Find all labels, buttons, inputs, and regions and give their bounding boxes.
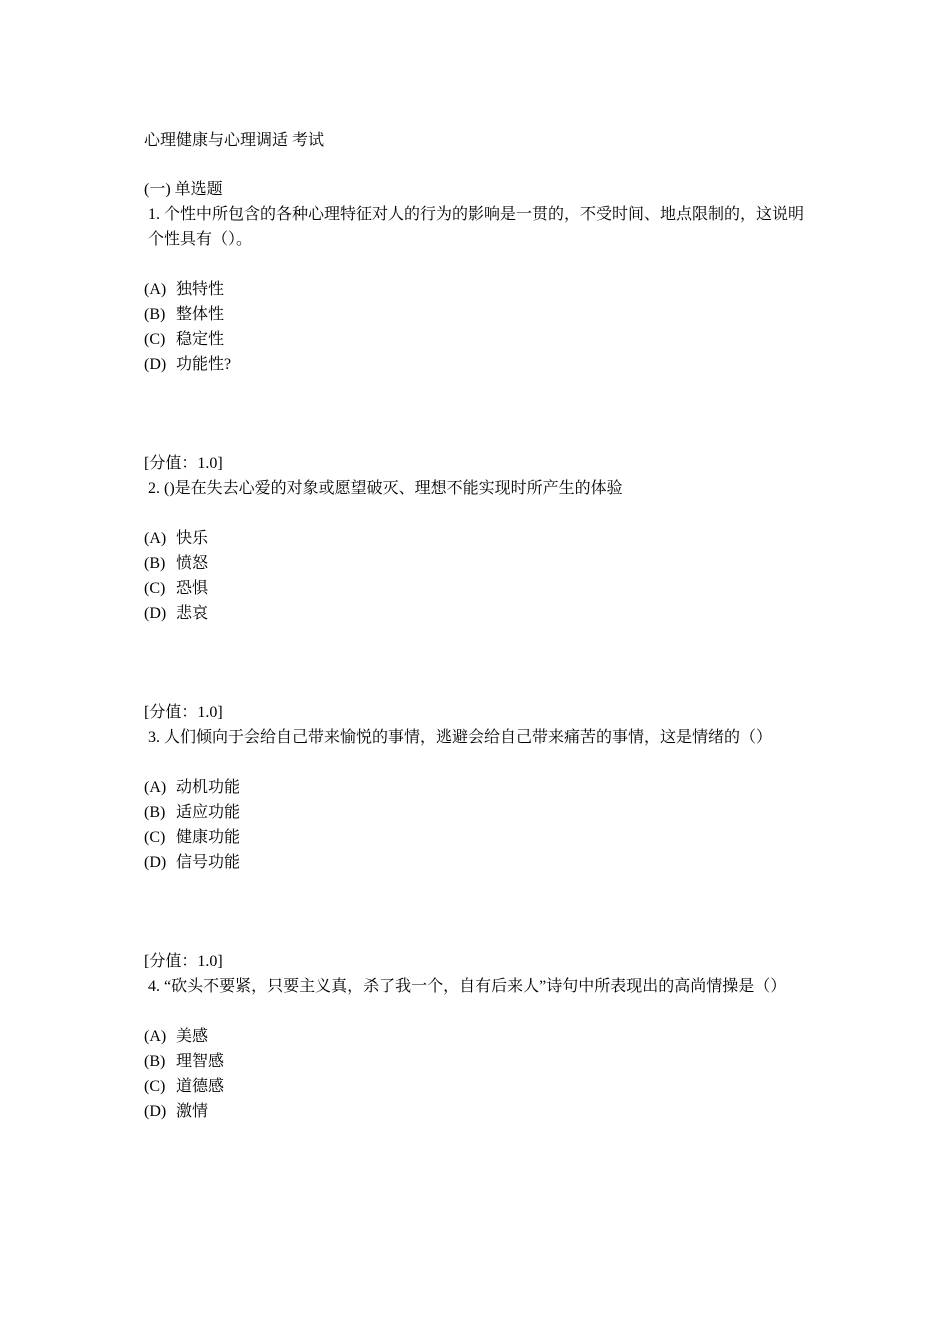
option-text: 动机功能: [176, 779, 241, 796]
option-b: [144, 302, 809, 327]
option-a: [144, 1024, 809, 1049]
option-a: [144, 775, 809, 800]
option-c: [144, 576, 809, 601]
question-stem: 2. ()是在失去心爱的对象或愿望破灭、理想不能实现时所产生的体验: [148, 480, 623, 497]
option-letter: (A): [144, 779, 167, 796]
document-title: 心理健康与心理调适 考试: [144, 132, 325, 149]
option-letter: (B): [144, 1053, 166, 1070]
question-stem: 3. 人们倾向于会给自己带来愉悦的事情，逃避会给自己带来痛苦的事情，这是情绪的（）: [148, 729, 773, 746]
score-label: [分值：1.0]: [144, 455, 223, 472]
option-text: 恐惧: [176, 580, 209, 597]
option-text: 健康功能: [176, 829, 241, 846]
option-letter: (A): [144, 530, 167, 547]
option-text: 理智感: [176, 1053, 225, 1070]
option-list: [144, 1024, 809, 1124]
question-stem: 4. “砍头不要紧，只要主义真，杀了我一个，自有后来人”诗句中所表现出的高尚情操是（）: [148, 978, 787, 995]
option-letter: (C): [144, 580, 166, 597]
option-d: [144, 601, 809, 626]
option-text: 美感: [176, 1028, 209, 1045]
question-3: [144, 700, 809, 875]
option-a: [144, 526, 809, 551]
option-text: 愤怒: [176, 555, 209, 572]
question-1: [144, 202, 809, 377]
option-letter: (C): [144, 1078, 166, 1095]
option-text: 激情: [176, 1103, 209, 1120]
option-letter: (A): [144, 281, 167, 298]
score-label: [分值：1.0]: [144, 704, 223, 721]
option-text: 信号功能: [176, 854, 241, 871]
option-text: 独特性: [176, 281, 225, 298]
score-label: [分值：1.0]: [144, 953, 223, 970]
option-c: [144, 1074, 809, 1099]
option-text: 整体性: [176, 306, 225, 323]
question-2: [144, 451, 809, 626]
option-letter: (D): [144, 605, 167, 622]
question-4: [144, 949, 809, 1124]
option-letter: (D): [144, 854, 167, 871]
option-letter: (A): [144, 1028, 167, 1045]
document-content: [144, 128, 809, 1124]
question-stem: 1. 个性中所包含的各种心理特征对人的行为的影响是一贯的，不受时间、地点限制的，这说明个性具有（）。: [148, 206, 805, 248]
option-letter: (C): [144, 829, 166, 846]
option-d: [144, 850, 809, 875]
option-b: [144, 1049, 809, 1074]
option-d: [144, 352, 809, 377]
option-text: 悲哀: [176, 605, 209, 622]
option-text: 道德感: [176, 1078, 225, 1095]
option-list: [144, 775, 809, 875]
section-title: (一) 单选题: [144, 181, 223, 198]
option-letter: (B): [144, 306, 166, 323]
option-letter: (B): [144, 555, 166, 572]
option-c: [144, 825, 809, 850]
option-letter: (C): [144, 331, 166, 348]
option-b: [144, 800, 809, 825]
option-letter: (B): [144, 804, 166, 821]
option-c: [144, 327, 809, 352]
option-text: 快乐: [176, 530, 209, 547]
option-d: [144, 1099, 809, 1124]
option-text: 适应功能: [176, 804, 241, 821]
option-b: [144, 551, 809, 576]
option-list: [144, 526, 809, 626]
option-text: 稳定性: [176, 331, 225, 348]
option-a: [144, 277, 809, 302]
option-text: 功能性?: [176, 356, 232, 373]
option-letter: (D): [144, 356, 167, 373]
option-list: [144, 277, 809, 377]
option-letter: (D): [144, 1103, 167, 1120]
